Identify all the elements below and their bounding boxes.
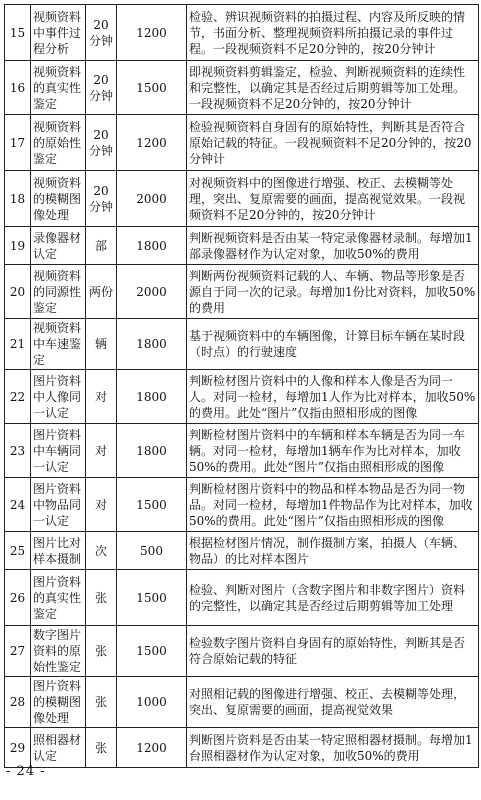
fee-table-body: [5, 5, 479, 768]
row-number-cell: 17: [5, 115, 31, 171]
table-row: [5, 532, 479, 570]
row-number-cell: 26: [5, 570, 31, 626]
page-number: - 24 -: [6, 764, 46, 779]
item-name-cell: 图片比对样本摄制: [31, 532, 86, 570]
row-number-cell: 29: [5, 728, 31, 768]
row-number-cell: 15: [5, 5, 31, 61]
item-name-cell: 图片资料的真实性鉴定: [31, 570, 86, 626]
item-name-cell: 视频资料的原始性鉴定: [31, 115, 86, 171]
description-cell: 判断检材图片资料中的人像和样本人像是否为同一人。对同一检材，每增加1人作为比对样本，加收50%的费用。此处“图片”仅指由照相形成的图像: [187, 370, 479, 424]
table-row: [5, 478, 479, 532]
row-number-cell: 21: [5, 319, 31, 370]
description-cell: 对照相记载的图像进行增强、校正、去模糊等处理，突出、复原需要的画面，提高视觉效果: [187, 677, 479, 728]
price-cell: 1500: [117, 478, 187, 532]
description-cell: 判断检材图片资料中的车辆和样本车辆是否为同一车辆。对同一检材，每增加1辆车作为比对样本，加收50%的费用。此处“图片”仅指由照相形成的图像: [187, 424, 479, 478]
price-cell: 1800: [117, 319, 187, 370]
description-cell: 检验、辨识视频资料的拍摄过程、内容及所反映的情节，书面分析、整理视频资料所拍摄记录的事件过程。一段视频资料不足20分钟的，按20分钟计: [187, 5, 479, 61]
unit-cell: 对: [86, 424, 117, 478]
unit-cell: 对: [86, 478, 117, 532]
item-name-cell: 视频资料中车速鉴定: [31, 319, 86, 370]
row-number-cell: 25: [5, 532, 31, 570]
unit-cell: 张: [86, 677, 117, 728]
price-cell: 2000: [117, 171, 187, 227]
fee-table: [4, 4, 479, 768]
description-cell: 即视频资料剪辑鉴定，检验、判断视频资料的连续性和完整性，以确定其是否经过后期剪辑等加工处理。一段视频资料不足20分钟的，按20分钟计: [187, 61, 479, 115]
unit-cell: 对: [86, 370, 117, 424]
unit-cell: 次: [86, 532, 117, 570]
row-number-cell: 16: [5, 61, 31, 115]
description-cell: 判断检材图片资料中的物品和样本物品是否为同一物品。对同一检材，每增加1件物品作为比对样本，加收50%的费用。此处“图片”仅指由照相形成的图像: [187, 478, 479, 532]
unit-cell: 辆: [86, 319, 117, 370]
table-row: [5, 171, 479, 227]
unit-cell: 20分钟: [86, 5, 117, 61]
price-cell: 1500: [117, 626, 187, 677]
row-number-cell: 23: [5, 424, 31, 478]
unit-cell: 20分钟: [86, 171, 117, 227]
unit-cell: 部: [86, 227, 117, 265]
table-row: [5, 370, 479, 424]
table-row: [5, 728, 479, 768]
description-cell: 检验数字图片资料自身固有的原始特性，判断其是否符合原始记载的特征: [187, 626, 479, 677]
item-name-cell: 图片资料中物品同一认定: [31, 478, 86, 532]
table-row: [5, 319, 479, 370]
price-cell: 1800: [117, 424, 187, 478]
price-cell: 1000: [117, 677, 187, 728]
row-number-cell: 27: [5, 626, 31, 677]
table-row: [5, 424, 479, 478]
description-cell: 判断两份视频资料记载的人、车辆、物品等形象是否源自于同一次的记录。每增加1份比对资料，加收50%的费用: [187, 265, 479, 319]
price-cell: 1800: [117, 370, 187, 424]
item-name-cell: 图片资料的模糊图像处理: [31, 677, 86, 728]
item-name-cell: 视频资料中事件过程分析: [31, 5, 86, 61]
description-cell: 检验视频资料自身固有的原始特性，判断其是否符合原始记载的特征。一段视频资料不足20分钟的，按20分钟计: [187, 115, 479, 171]
table-row: [5, 265, 479, 319]
item-name-cell: 图片资料中车辆同一认定: [31, 424, 86, 478]
row-number-cell: 19: [5, 227, 31, 265]
row-number-cell: 18: [5, 171, 31, 227]
unit-cell: 张: [86, 728, 117, 768]
row-number-cell: 22: [5, 370, 31, 424]
unit-cell: 张: [86, 626, 117, 677]
row-number-cell: 24: [5, 478, 31, 532]
item-name-cell: 视频资料的模糊图像处理: [31, 171, 86, 227]
item-name-cell: 图片资料中人像同一认定: [31, 370, 86, 424]
price-cell: 2000: [117, 265, 187, 319]
price-cell: 1500: [117, 61, 187, 115]
description-cell: 检验、判断对图片（含数字图片和非数字图片）资料的完整性，以确定其是否经过后期剪辑等加工处理: [187, 570, 479, 626]
row-number-cell: 20: [5, 265, 31, 319]
price-cell: 500: [117, 532, 187, 570]
price-cell: 1200: [117, 5, 187, 61]
price-cell: 1200: [117, 115, 187, 171]
table-row: [5, 5, 479, 61]
item-name-cell: 视频资料的真实性鉴定: [31, 61, 86, 115]
description-cell: 基于视频资料中的车辆图像，计算目标车辆在某时段（时点）的行驶速度: [187, 319, 479, 370]
row-number-cell: 28: [5, 677, 31, 728]
price-cell: 1500: [117, 570, 187, 626]
unit-cell: 张: [86, 570, 117, 626]
description-cell: 对视频资料中的图像进行增强、校正、去模糊等处理，突出、复原需要的画面，提高视觉效果。一段视频资料不足20分钟的，按20分钟计: [187, 171, 479, 227]
table-row: [5, 677, 479, 728]
table-row: [5, 570, 479, 626]
table-row: [5, 626, 479, 677]
table-row: [5, 61, 479, 115]
description-cell: 判断视频资料是否由某一特定录像器材录制。每增加1部录像器材作为认定对象，加收50%的费用: [187, 227, 479, 265]
table-row: [5, 115, 479, 171]
item-name-cell: 数字图片资料的原始性鉴定: [31, 626, 86, 677]
price-cell: 1800: [117, 227, 187, 265]
unit-cell: 两份: [86, 265, 117, 319]
unit-cell: 20分钟: [86, 115, 117, 171]
table-row: [5, 227, 479, 265]
description-cell: 根据检材图片情况，制作摄制方案，拍摄人（车辆、物品）的比对样本图片: [187, 532, 479, 570]
item-name-cell: 视频资料的同源性鉴定: [31, 265, 86, 319]
item-name-cell: 录像器材认定: [31, 227, 86, 265]
item-name-cell: 照相器材认定: [31, 728, 86, 768]
unit-cell: 20分钟: [86, 61, 117, 115]
description-cell: 判断图片资料是否由某一特定照相器材摄制。每增加1台照相器材作为认定对象，加收50%的费用: [187, 728, 479, 768]
price-cell: 1200: [117, 728, 187, 768]
